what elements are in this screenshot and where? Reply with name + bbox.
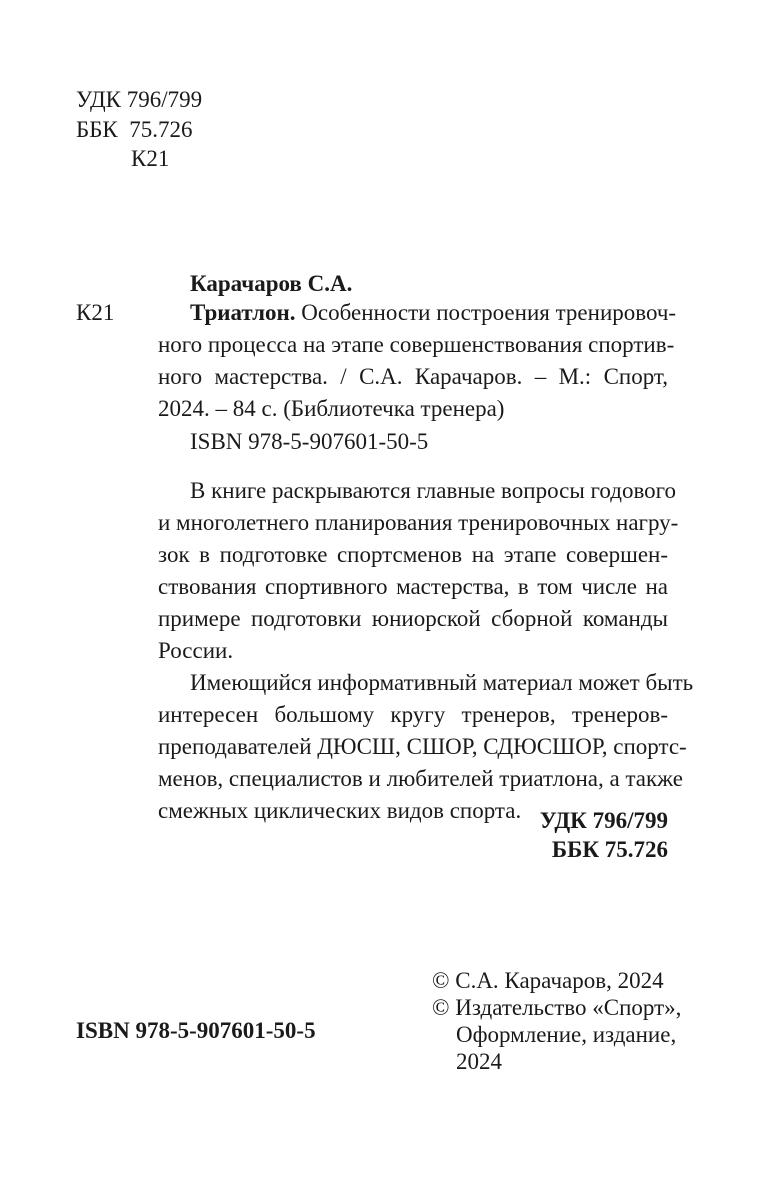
abstract-p1-line-4: ствования спортивного мастерства, в том числе на bbox=[158, 574, 668, 599]
copyright-publisher: © Издательство «Спорт», bbox=[432, 995, 682, 1020]
header-bbk: ББК 75.726 bbox=[76, 117, 193, 142]
bibliographic-description bbox=[158, 297, 677, 425]
description-line-1 bbox=[158, 297, 677, 329]
abstract bbox=[158, 475, 694, 827]
classification-udk: УДК 796/799 bbox=[539, 808, 668, 833]
description-line-2: ного процесса на этапе совершенствования спортив- bbox=[158, 332, 675, 357]
copyright-author: © С.А. Карачаров, 2024 bbox=[432, 968, 664, 993]
header-code: К21 bbox=[131, 146, 170, 171]
header-udk: УДК 796/799 bbox=[76, 87, 203, 112]
copyright-design: Оформление, издание, bbox=[456, 1022, 677, 1047]
abstract-p2-line-2: интересен большому кругу тренеров, тренеров- bbox=[158, 702, 668, 727]
abstract-p1-line-6: России. bbox=[158, 638, 234, 663]
entry-isbn: ISBN 978-5-907601-50-5 bbox=[190, 429, 429, 454]
classification-bbk: ББК 75.726 bbox=[551, 837, 668, 862]
abstract-p1-line-5: примере подготовки юниорской сборной команды bbox=[158, 606, 668, 631]
copyright-year: 2024 bbox=[456, 1049, 502, 1074]
abstract-p1-line-3: зок в подготовке спортсменов на этапе совершен- bbox=[158, 542, 668, 567]
abstract-p1-line-1: В книге раскрываются главные вопросы годового bbox=[190, 478, 677, 503]
abstract-p2-line-3: преподавателей ДЮСШ, СШОР, СДЮСШОР, спортс- bbox=[158, 734, 687, 759]
abstract-p2-line-4: менов, специалистов и любителей триатлона, а также bbox=[158, 766, 683, 791]
abstract-p2-line-5: смежных циклических видов спорта. bbox=[158, 798, 522, 823]
abstract-p1-line-2: и многолетнего планирования тренировочных нагру- bbox=[158, 510, 679, 535]
description-line-3: ного мастерства. / С.А. Карачаров. – М.: Спорт, bbox=[158, 364, 668, 389]
book-title: Триатлон. bbox=[190, 300, 296, 325]
author-name: Карачаров С.А. bbox=[190, 271, 353, 296]
description-line-4: 2024. – 84 с. (Библиотечка тренера) bbox=[158, 396, 505, 421]
entry-code: К21 bbox=[76, 300, 115, 325]
abstract-p2-line-1: Имеющийся информативный материал может быть bbox=[190, 670, 694, 695]
description-line-1-text: Особенности построения тренировоч- bbox=[295, 300, 677, 325]
footer-isbn: ISBN 978-5-907601-50-5 bbox=[76, 1018, 316, 1043]
